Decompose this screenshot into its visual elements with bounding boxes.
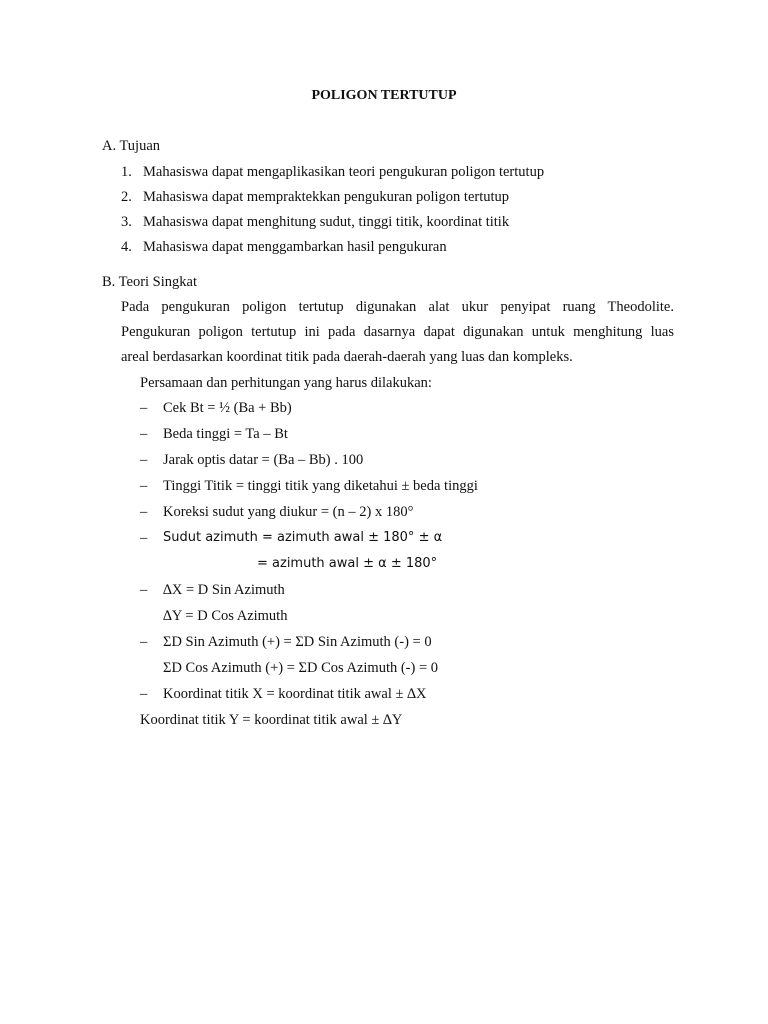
dash-bullet: –: [140, 582, 148, 598]
list-item-number: 2.: [121, 189, 132, 205]
formula-koordinat-x: Koordinat titik X = koordinat titik awal ± ∆X: [163, 686, 427, 702]
list-item: Mahasiswa dapat menghitung sudut, tinggi titik, koordinat titik: [143, 214, 510, 230]
document-title: POLIGON TERTUTUP: [311, 88, 457, 103]
formula-jarak-optis: Jarak optis datar = (Ba – Bb) . 100: [163, 452, 364, 468]
formula-sudut-azimuth-alt: = azimuth awal ± α ± 180°: [257, 556, 438, 571]
formula-delta-x: ∆X = D Sin Azimuth: [163, 582, 285, 598]
section-b-heading: B. Teori Singkat: [102, 274, 197, 290]
dash-bullet: –: [140, 686, 148, 702]
dash-bullet: –: [140, 504, 148, 520]
list-item-number: 4.: [121, 239, 132, 255]
formula-delta-y: ∆Y = D Cos Azimuth: [163, 608, 288, 624]
formula-cek-bt: Cek Bt = ½ (Ba + Bb): [163, 400, 292, 416]
formula-koreksi-sudut: Koreksi sudut yang diukur = (n – 2) x 180°: [163, 504, 414, 520]
dash-bullet: –: [140, 634, 148, 650]
list-item-number: 3.: [121, 214, 132, 230]
formula-koordinat-y: Koordinat titik Y = koordinat titik awal ± ∆Y: [140, 712, 403, 728]
dash-bullet: –: [140, 452, 148, 468]
dash-bullet: –: [140, 426, 148, 442]
dash-bullet: –: [140, 478, 148, 494]
section-a-heading: A. Tujuan: [102, 138, 161, 154]
dash-bullet: –: [140, 400, 148, 416]
paragraph-line: Pengukuran poligon tertutup ini pada dasarnya dapat digunakan untuk menghitung luas: [121, 324, 674, 340]
paragraph-line: Pada pengukuran poligon tertutup digunakan alat ukur penyipat ruang Theodolite.: [121, 299, 674, 315]
list-item: Mahasiswa dapat mempraktekkan pengukuran poligon tertutup: [143, 189, 510, 205]
formula-beda-tinggi: Beda tinggi = Ta – Bt: [163, 426, 288, 442]
formula-sum-cos: ΣD Cos Azimuth (+) = ΣD Cos Azimuth (-) = 0: [163, 660, 439, 676]
list-item: Mahasiswa dapat mengaplikasikan teori pengukuran poligon tertutup: [143, 164, 545, 180]
dash-bullet: –: [140, 530, 148, 546]
formula-intro: Persamaan dan perhitungan yang harus dilakukan:: [140, 375, 432, 391]
formula-sum-sin: ΣD Sin Azimuth (+) = ΣD Sin Azimuth (-) = 0: [163, 634, 432, 650]
list-item-number: 1.: [121, 164, 132, 180]
formula-tinggi-titik: Tinggi Titik = tinggi titik yang diketahui ± beda tinggi: [163, 478, 478, 494]
paragraph-line: areal berdasarkan koordinat titik pada daerah-daerah yang luas dan kompleks.: [121, 349, 573, 365]
formula-sudut-azimuth: Sudut azimuth = azimuth awal ± 180° ± α: [163, 530, 443, 545]
list-item: Mahasiswa dapat menggambarkan hasil pengukuran: [143, 239, 447, 255]
